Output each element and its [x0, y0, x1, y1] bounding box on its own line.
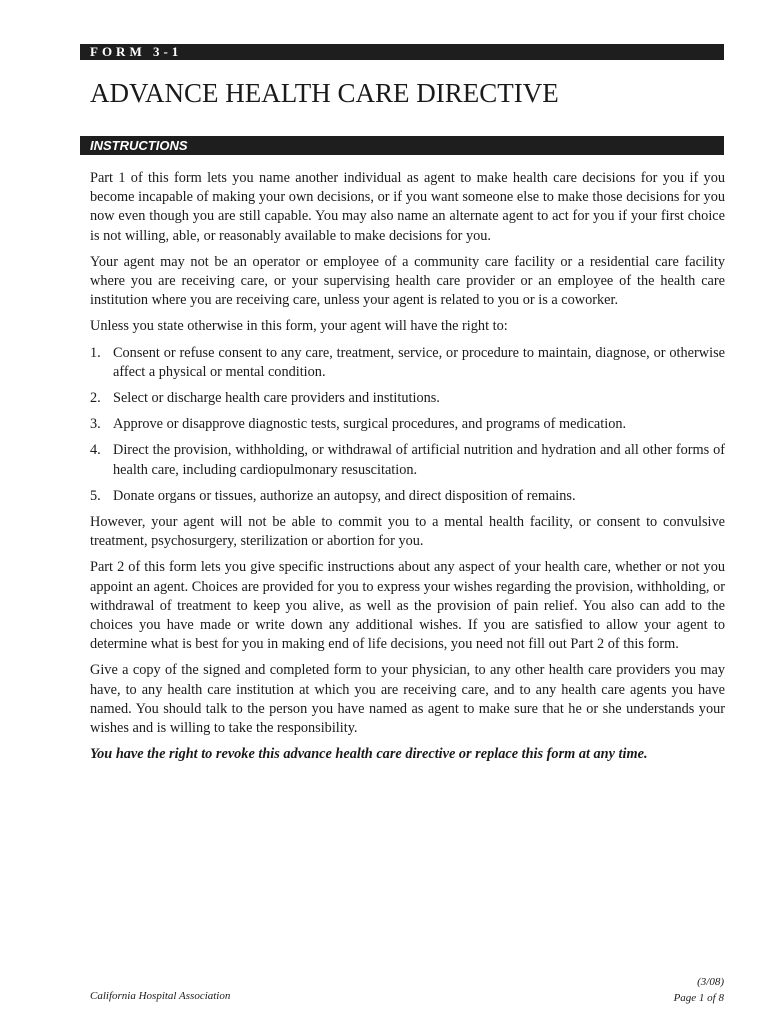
agent-rights-list [90, 344, 725, 506]
list-item [90, 344, 725, 382]
paragraph-revocation-notice: You have the right to revoke this advance health care directive or replace this form at any time. [90, 746, 648, 763]
list-item-text: Direct the provision, withholding, or withdrawal of artificial nutrition and hydration and all other forms of health care, including cardiopulmonary resuscitation. [113, 442, 725, 478]
footer-organization: California Hospital Association [90, 990, 231, 1002]
paragraph-agent-restrictions: Your agent may not be an operator or employee of a community care facility or a residential care facility where you are receiving care, or your supervising health care provider or an employee of the health care institution where you are receiving care, unless your agent is related to you or is a coworker. [90, 253, 725, 309]
list-item-text: Select or discharge health care providers and institutions. [113, 390, 440, 407]
list-item-text: Donate organs or tissues, authorize an autopsy, and direct disposition of remains. [113, 487, 576, 504]
paragraph-agent-limits: However, your agent will not be able to commit you to a mental health facility, or consent to convulsive treatment, psychosurgery, sterilization or abortion for you. [90, 514, 725, 550]
list-item-number: 3. [90, 416, 101, 433]
list-item [90, 389, 725, 408]
list-item-text: Consent or refuse consent to any care, treatment, service, or procedure to maintain, diagnose, or otherwise affect a physical or mental condition. [113, 344, 725, 380]
list-item [90, 441, 725, 479]
list-item-text: Approve or disapprove diagnostic tests, surgical procedures, and programs of medication. [113, 416, 627, 433]
footer-revision-date: (3/08) [697, 976, 724, 988]
paragraph-copy-distribution: Give a copy of the signed and completed form to your physician, to any other health care providers you may have, to any health care institution at which you are receiving care, and to any health care agents you have named. You should talk to the person you have named as agent to make sure that he or she understands your wishes and is willing to take the responsibility. [90, 662, 725, 737]
paragraph-part1: Part 1 of this form lets you name another individual as agent to make health care decisions for you if you become incapable of making your own decisions, or if you want someone else to make those decisions for you now even though you are still capable. You may also name an alternate agent to act for you if your first choice is not willing, able, or reasonably available to make decisions for you. [90, 170, 725, 244]
list-item-number: 4. [90, 442, 101, 459]
list-item [90, 415, 725, 434]
section-heading: INSTRUCTIONS [90, 138, 188, 153]
list-item-number: 1. [90, 344, 101, 361]
footer-page-number: Page 1 of 8 [673, 992, 724, 1004]
document-title: ADVANCE HEALTH CARE DIRECTIVE [90, 78, 559, 108]
form-number-bar [80, 44, 724, 60]
form-number-label: FORM 3-1 [90, 44, 183, 59]
list-item-number: 2. [90, 390, 101, 407]
list-item-number: 5. [90, 487, 101, 504]
footer-page-info [674, 974, 724, 1006]
paragraph-agent-rights-intro: Unless you state otherwise in this form, your agent will have the right to: [90, 318, 508, 335]
instructions-section-bar [80, 136, 724, 155]
list-item [90, 487, 725, 506]
paragraph-part2: Part 2 of this form lets you give specific instructions about any aspect of your health care, whether or not you appoint an agent. Choices are provided for you to express your wishes regarding the provision, withholding, or withdrawal of treatment to keep you alive, as well as the provision of pain relief. You also can add to the choices you have made or write down any additional wishes. If you are satisfied to allow your agent to determine what is best for you in making end of life decisions, you need not fill out Part 2 of this form. [90, 559, 725, 653]
instructions-body [90, 169, 725, 771]
